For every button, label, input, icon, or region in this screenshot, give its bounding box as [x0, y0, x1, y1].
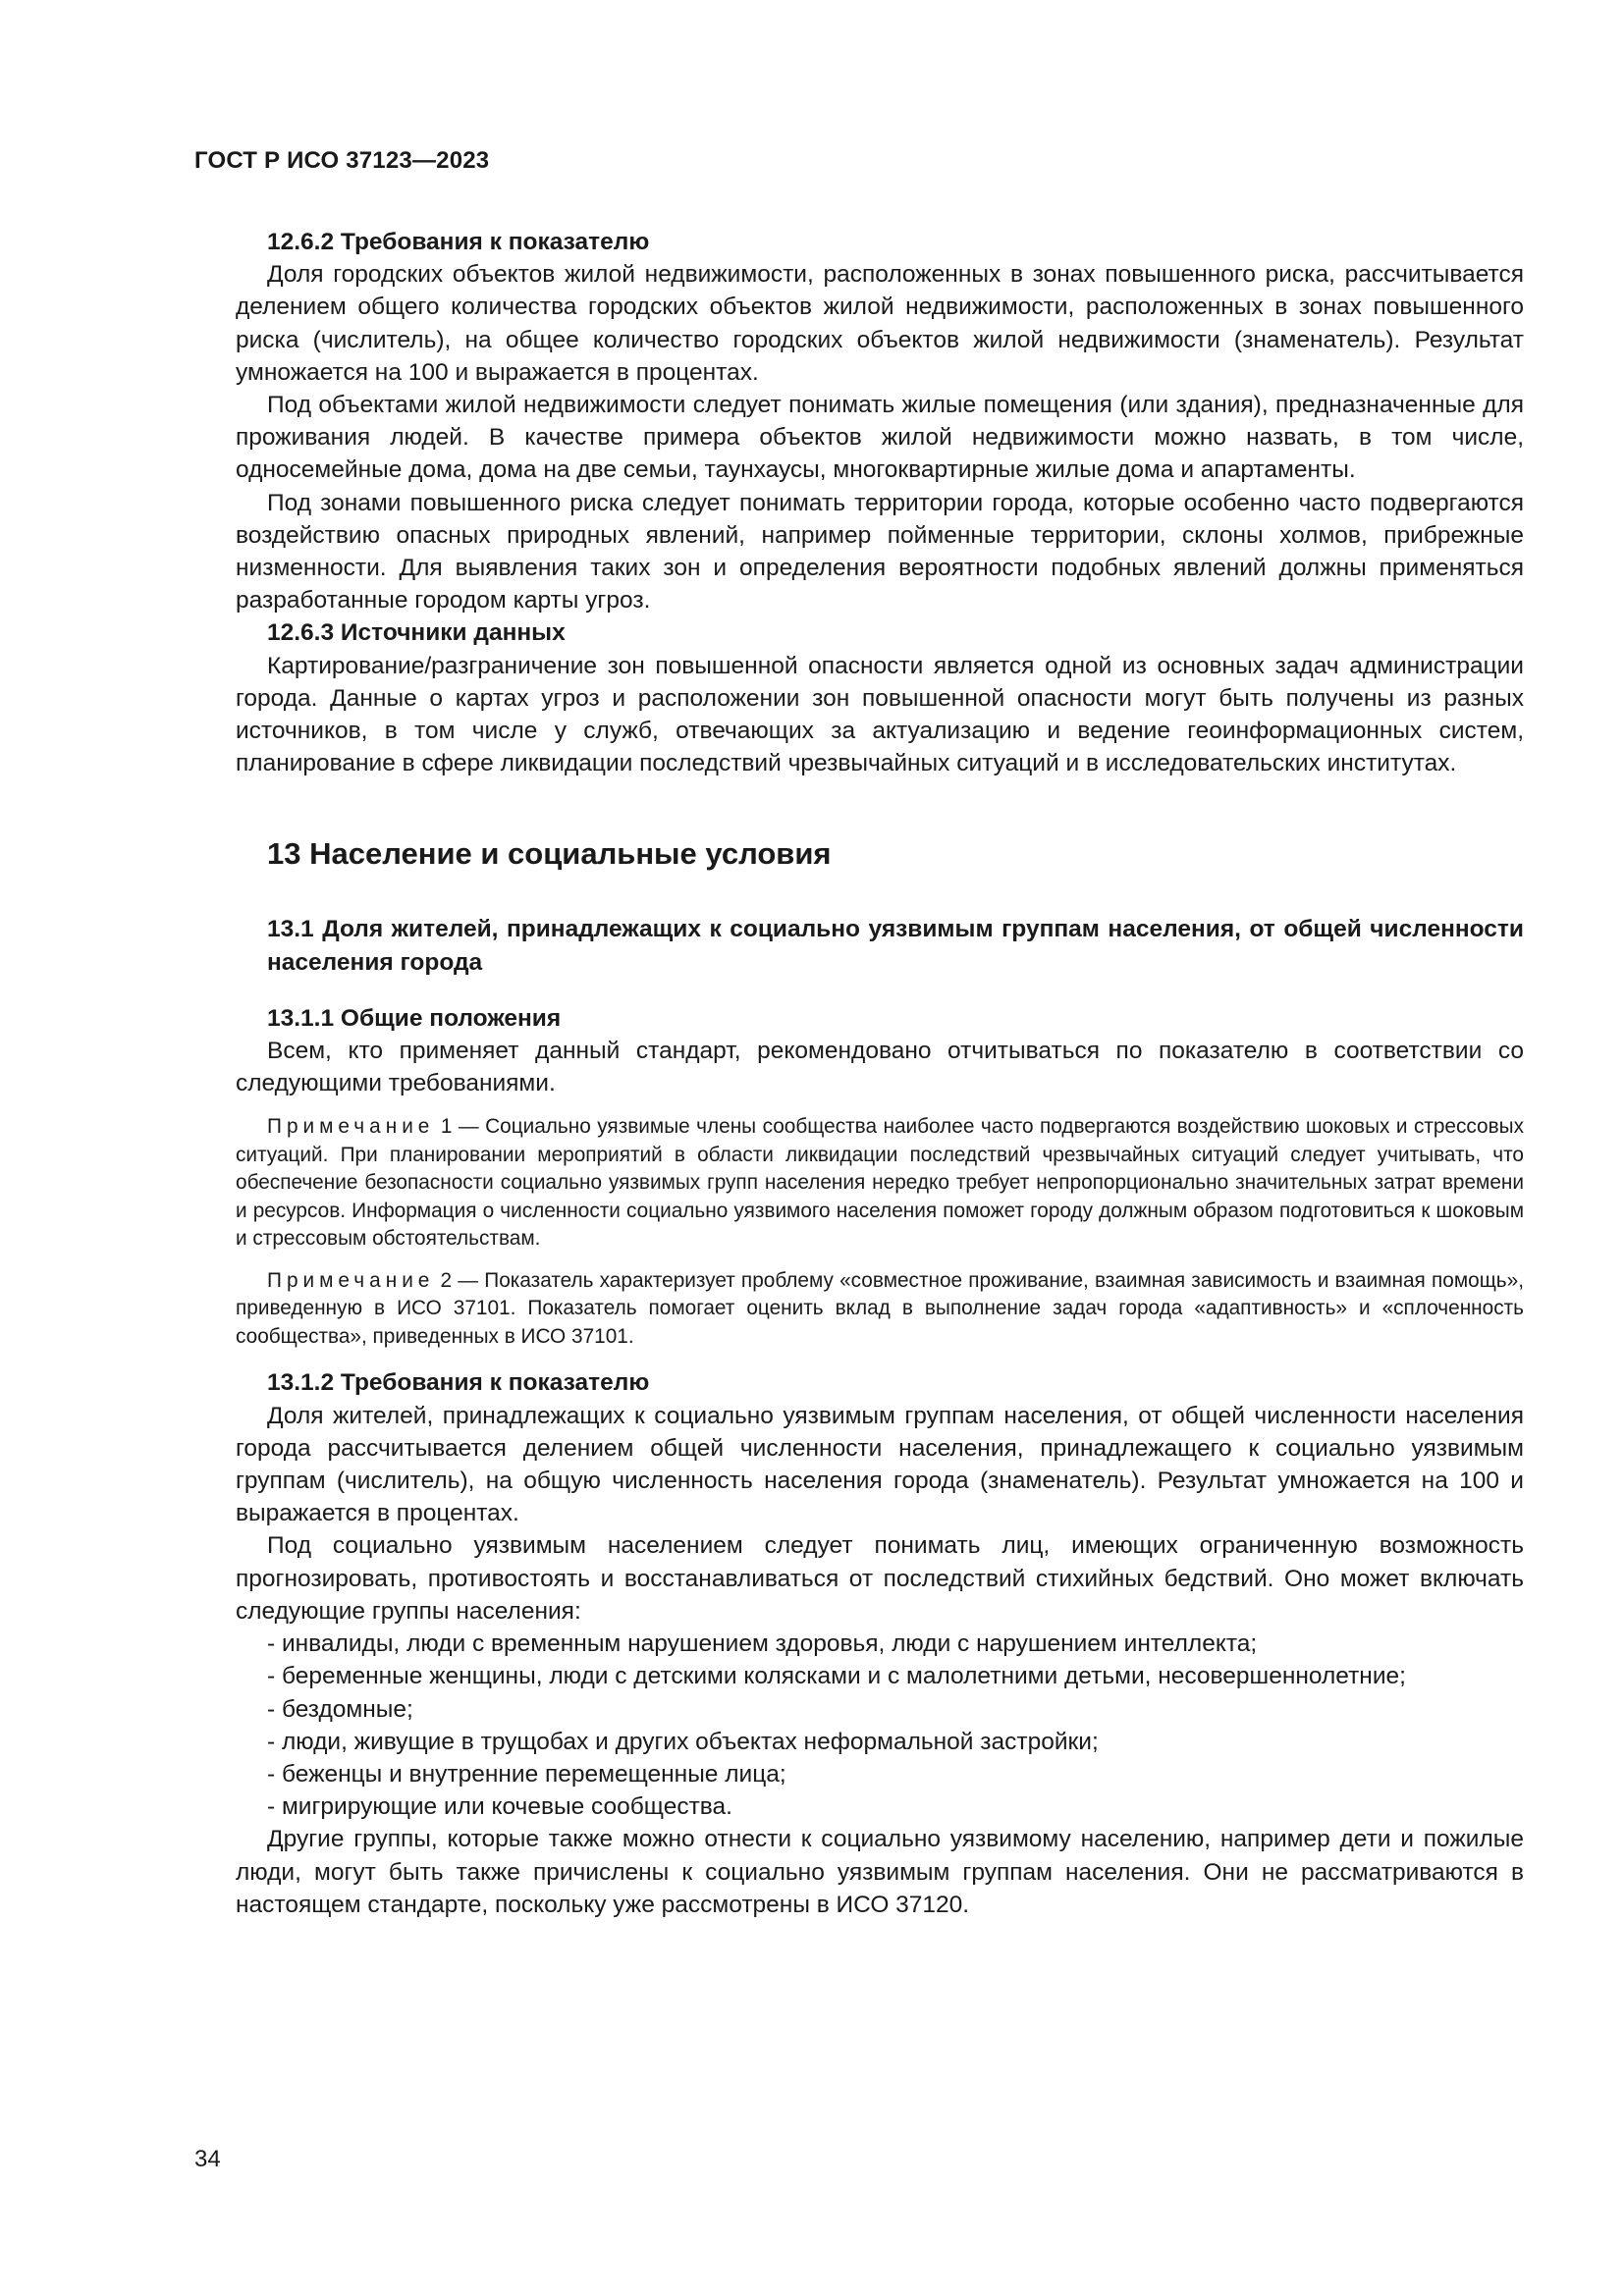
note-2 — [236, 1267, 1524, 1352]
heading-12-6-3: 12.6.3 Источники данных — [267, 619, 566, 647]
heading-13-1: 13.1 Доля жителей, принадлежащих к социально уязвимым группам населения, от общей численности населения города — [267, 916, 1524, 976]
paragraph: Картирование/разграничение зон повышенной опасности является одной из основных задач администрации города. Данные о картах угроз и расположении зон повышенной опасности могут быть получены из разных источников, в том числе у служб, отвечающих за актуализацию и ведение геоинформационных систем, планирование в сфере ликвидации последствий чрезвычайных ситуаций и в исследовательских институтах. — [236, 652, 1524, 777]
paragraph: Под объектами жилой недвижимости следует понимать жилые помещения (или здания), предназначенные для проживания людей. В качестве примера объектов жилой недвижимости можно назвать, в том числе, односемейные дома, дома на две семьи, таунхаусы, многоквартирные жилые дома и апартаменты. — [236, 392, 1524, 484]
page-number: 34 — [194, 2146, 221, 2172]
heading-13-1-2: 13.1.2 Требования к показателю — [267, 1369, 650, 1397]
note-text: 2 — Показатель характеризует проблему «совместное проживание, взаимная зависимость и взаимная помощь», приведенную в ИСО 37101. Показатель помогает оценить вклад в выполнение задач города «адаптивность» и «сплоченность сообщества», приведенных в ИСО 37101. — [236, 1268, 1524, 1348]
note-text: 1 — Социально уязвимые члены сообщества наиболее часто подвергаются воздействию шоковых и стрессовых ситуаций. При планировании мероприятий в области ликвидации последствий чрезвычайных ситуаций следует учитывать, что обеспечение безопасности социально уязвимых групп населения нередко требует непропорционально значительных затрат времени и ресурсов. Информация о численности социально уязвимого населения поможет городу должным образом подготовиться к шоковым и стрессовым обстоятельствам. — [236, 1115, 1524, 1251]
paragraph: Под социально уязвимым населением следует понимать лиц, имеющих ограниченную возможность прогнозировать, противостоять и восстанавливаться от последствий стихийных бедствий. Оно может включать следующие группы населения: — [236, 1532, 1524, 1625]
document-header: ГОСТ Р ИСО 37123—2023 — [194, 147, 490, 174]
paragraph: Всем, кто применяет данный стандарт, рекомендовано отчитываться по показателю в соответствии со следующими требованиями. — [236, 1038, 1524, 1097]
list-item: - беременные женщины, люди с детскими колясками и с малолетними детьми, несовершеннолетние; — [267, 1663, 1406, 1690]
note-1 — [236, 1113, 1524, 1254]
paragraph: Доля городских объектов жилой недвижимости, расположенных в зонах повышенного риска, рассчитывается делением общего количества городских объектов жилой недвижимости, расположенных в зонах повышенного риска (числитель), на общее количество городских объектов жилой недвижимости (знаменатель). Результат умножается на 100 и выражается в процентах. — [236, 261, 1524, 386]
list-item: - инвалиды, люди с временным нарушением здоровья, люди с нарушением интеллекта; — [267, 1630, 1258, 1658]
paragraph: Доля жителей, принадлежащих к социально уязвимым группам населения, от общей численности населения города рассчитывается делением общей численности населения, принадлежащего к социально уязвимым группам (числитель), на общую численность населения города (знаменатель). Результат умножается на 100 и выражается в процентах. — [236, 1402, 1524, 1527]
list-item: - бездомные; — [267, 1695, 413, 1723]
paragraph: Другие группы, которые также можно отнести к социально уязвимому населению, например дети и пожилые люди, могут быть также причислены к социально уязвимым группам населения. Они не рассматриваются в настоящем стандарте, поскольку уже рассмотрены в ИСО 37120. — [236, 1826, 1524, 1918]
note-label: Примечание — [267, 1268, 435, 1292]
list-item: - мигрирующие или кочевые сообщества. — [267, 1793, 732, 1821]
list-item: - беженцы и внутренние перемещенные лица; — [267, 1760, 786, 1788]
document-body — [236, 226, 1524, 1921]
heading-12-6-2: 12.6.2 Требования к показателю — [267, 229, 650, 255]
list-item: - люди, живущие в трущобах и других объектах неформальной застройки; — [267, 1728, 1099, 1755]
note-label: Примечание — [267, 1115, 435, 1139]
heading-13: 13 Население и социальные условия — [267, 836, 832, 872]
heading-13-1-1: 13.1.1 Общие положения — [267, 1004, 562, 1032]
paragraph: Под зонами повышенного риска следует понимать территории города, которые особенно часто подвергаются воздействию опасных природных явлений, например пойменные территории, склоны холмов, прибрежные низменности. Для выявления таких зон и определения вероятности подобных явлений должны применяться разработанные городом карты угроз. — [236, 489, 1524, 614]
